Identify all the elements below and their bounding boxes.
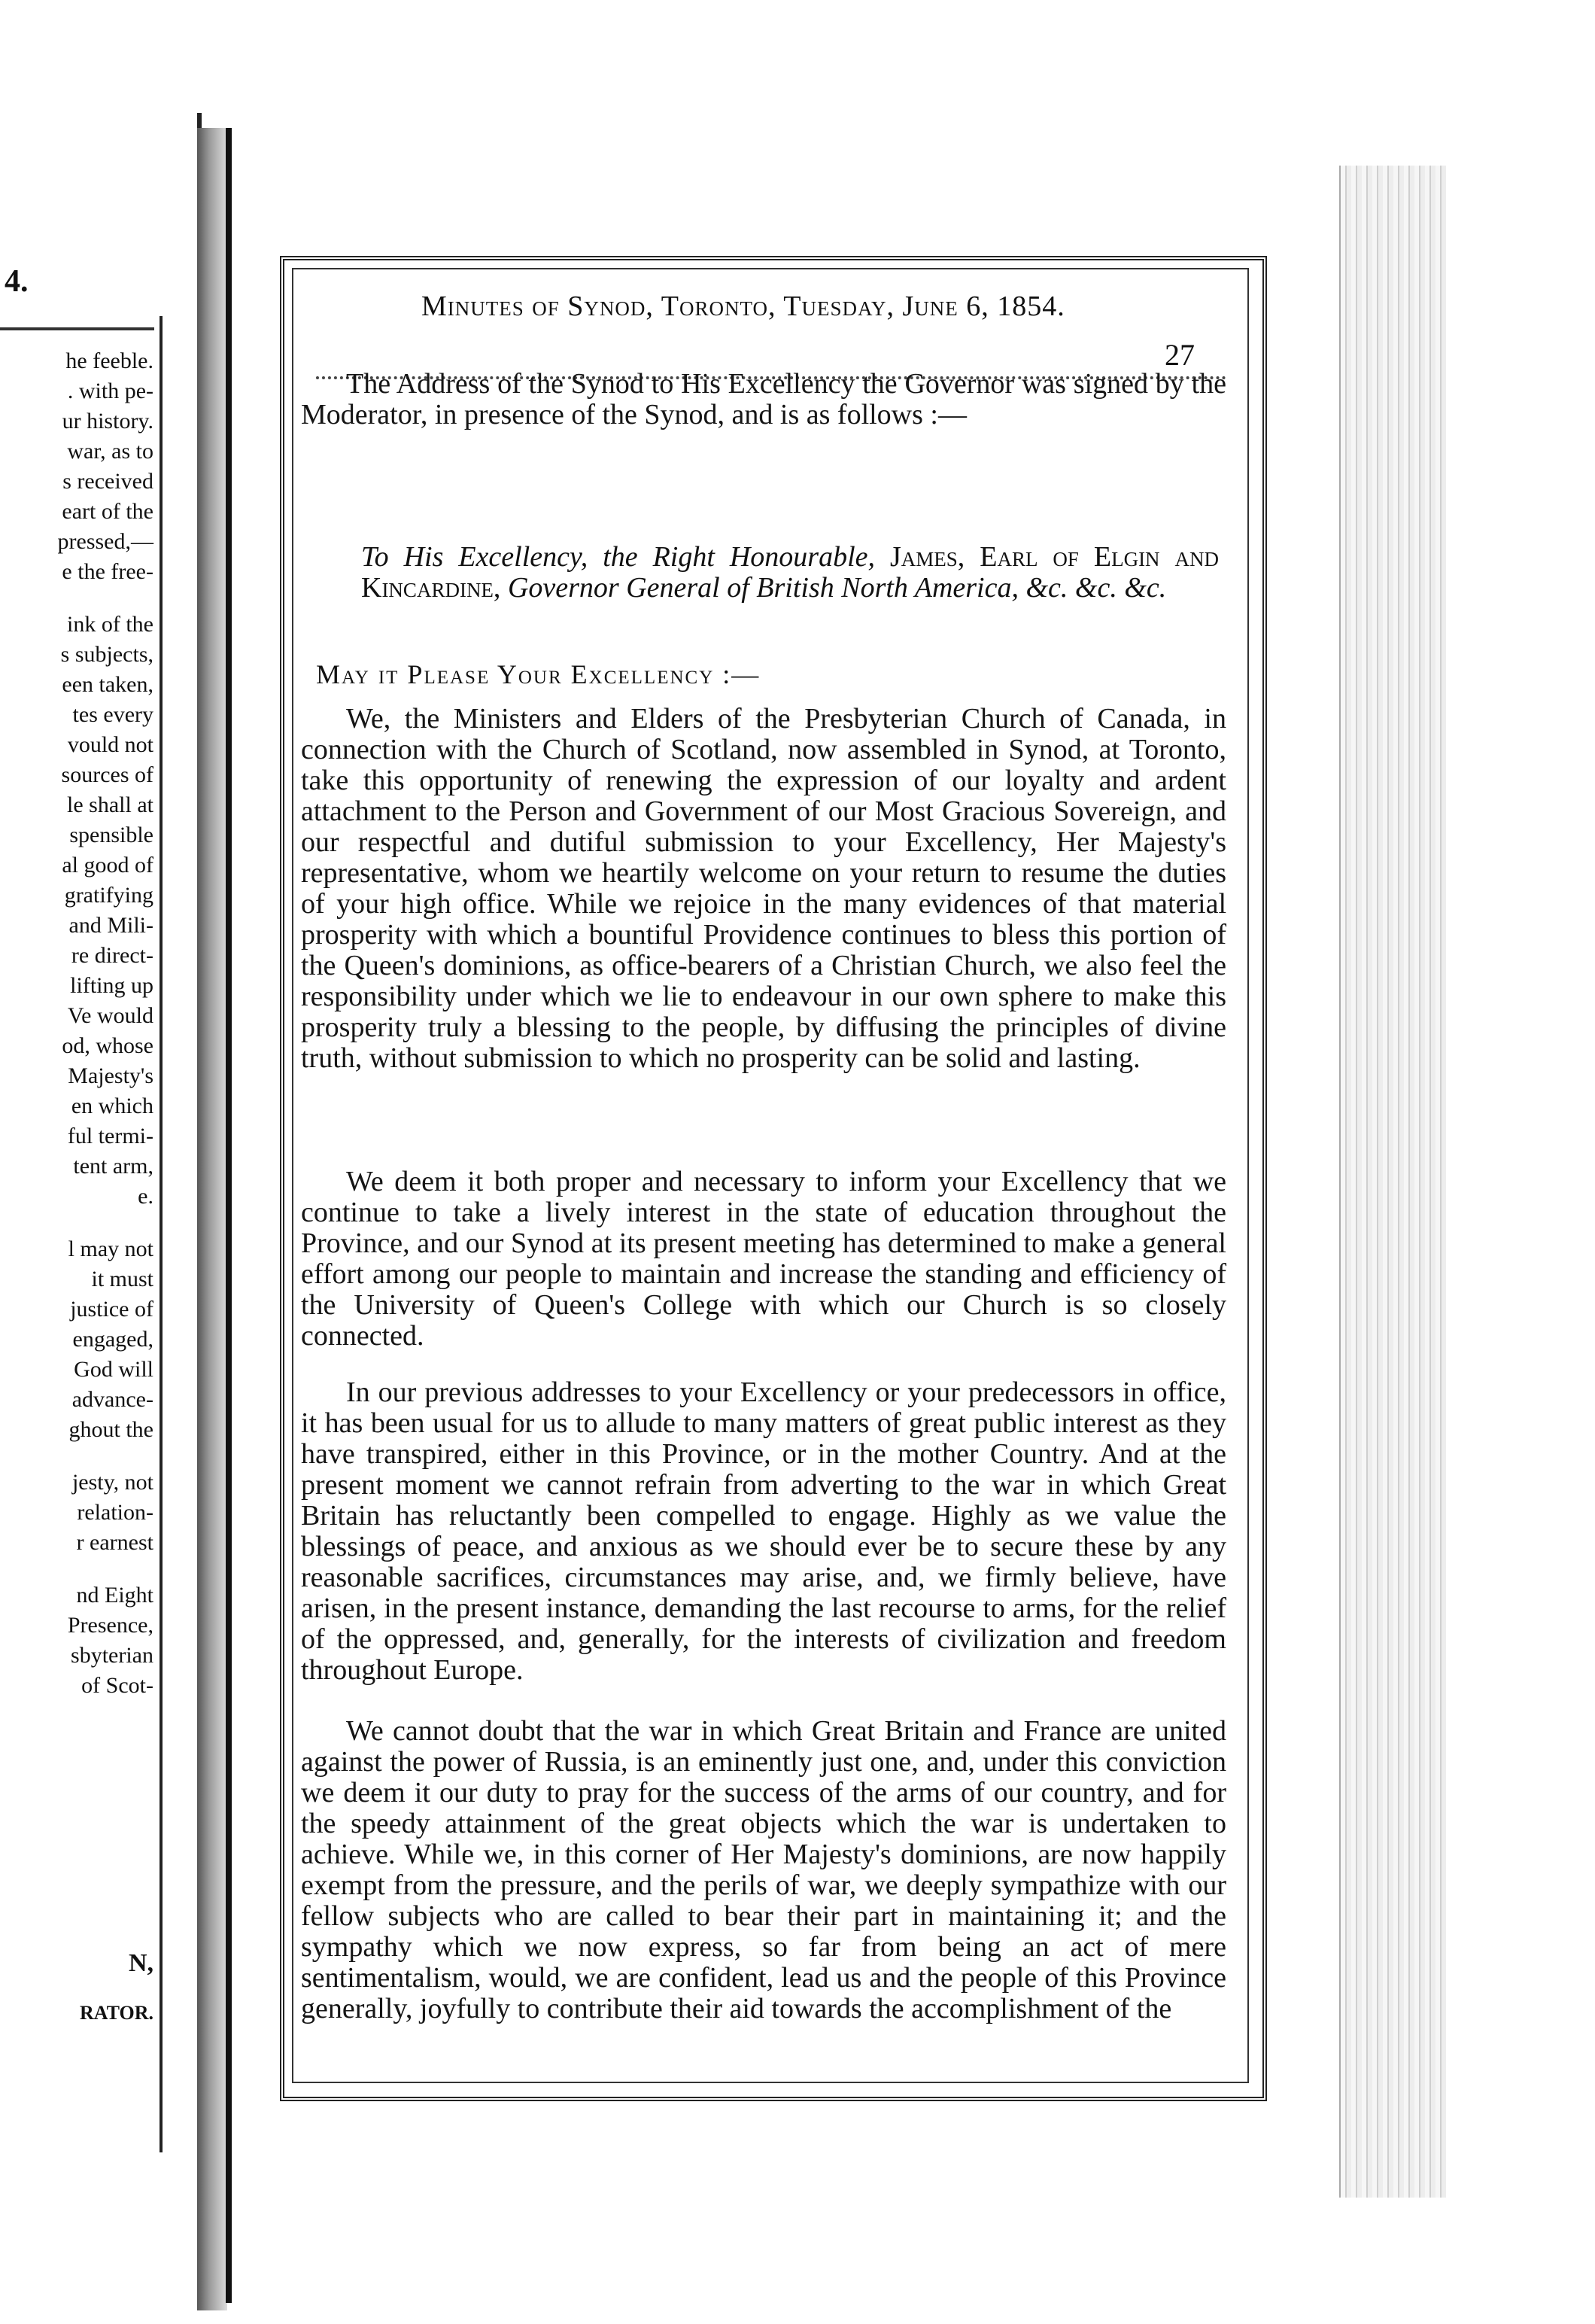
left-page-line: vould not (67, 732, 153, 757)
left-page-line: nd Eight (76, 1583, 153, 1608)
salutation: May it Please Your Excellency :— (316, 659, 761, 689)
left-page-line: justice of (70, 1297, 153, 1322)
left-page-line: e. (138, 1184, 153, 1209)
paragraph-text: We cannot doubt that the war in which Great Britain and France are united against the power of Russia, is an eminently just one, and, under this conviction we deem it our duty to pray for the success of the arms of our country, and for the speedy attainment of the great objects which the war is undertaken to achieve. While we, in this corner of Her Majesty's dominions, are now happily exempt from the pressure, and the perils of war, we deeply sympathize with our fellow subjects who are called to bear their part in maintaining it; and the sympathy which we now express, so far from being an act of mere sentimentalism, would, we are confident, lead us and the people of this Province generally, joyfully to contribute their aid towards the accomplishment of the (301, 1715, 1226, 2024)
left-page-line: engaged, (72, 1327, 153, 1352)
left-page-line: ghout the (68, 1417, 153, 1442)
left-page-line: en which (71, 1094, 153, 1118)
paragraph-text: We, the Ministers and Elders of the Presbyterian Church of Canada, in connection with the Church of Scotland, now assembled in Synod, at Toronto, take this opportunity of renewing the expression of our loyalty and ardent attachment to the Person and Government of our Most Gracious Sovereign, and our respectful and dutiful submission to your Excellency, Her Majesty's representative, whom we heartily welcome on your return to resume the duties of your high office. While we rejoice in the many evidences of that material prosperity with which a bountiful Providence continues to bless this portion of the Queen's dominions, as office-bearers of a Christian Church, we also feel the responsibility under which we lie to endeavour in our own sphere to make this prosperity truly a blessing to the people, by diffusing the principles of divine truth, without submission to which no prosperity can be solid and lasting. (301, 703, 1226, 1074)
address-paragraph-2 (301, 1167, 1226, 1352)
left-page-line: jesty, not (71, 1470, 153, 1495)
left-page-line: een taken, (62, 672, 153, 697)
left-page-line: advance- (71, 1387, 153, 1412)
left-page-line: of Scot- (81, 1673, 153, 1698)
address-to: To His Excellency, the Right Honourable, (361, 541, 876, 573)
address-name: James, Earl of Elgin and Kincardine, (361, 541, 1220, 604)
left-page-line: ink of the (67, 612, 153, 637)
intro-text: The Address of the Synod to His Excellency the Governor was signed by the Moderator, in presence of the Synod, and is as follows :— (301, 368, 1226, 430)
left-page-number: 4. (5, 264, 29, 299)
left-page-signature-title: RATOR. (80, 2002, 153, 2024)
left-page-line: Majesty's (68, 1063, 153, 1088)
left-page-line: le shall at (67, 792, 153, 817)
left-page-line: war, as to (67, 439, 153, 464)
left-page-line: ur history. (62, 409, 153, 433)
left-page-line: spensible (69, 823, 153, 847)
left-page-line: eart of the (62, 499, 153, 524)
left-page-line: it must (91, 1267, 153, 1291)
address-paragraph-3 (301, 1377, 1226, 1686)
left-page-line: s received (62, 469, 153, 494)
paragraph-text: In our previous addresses to your Excellency or your predecessors in office, it has been usual for us to allude to many matters of great public interest as they have transpired, either in this Province, or in the mother Country. And at the present moment we cannot refrain from adverting to the war in which Great Britain has reluctantly been compelled to engage. Highly as we value the blessings of peace, and anxious as we should ever be to secure these by any reasonable sacrifices, circumstances may arise, and, we firmly believe, have arisen, in the present instance, demanding the last recourse to arms, for the relief of the oppressed, and, generally, for the interests of civilization and freedom throughout Europe. (301, 1376, 1226, 1686)
left-page-line: r earnest (76, 1530, 153, 1555)
left-page-line: sources of (61, 762, 153, 787)
book-gutter (197, 128, 227, 2310)
page-number: 27 (1165, 338, 1195, 372)
left-page-line: . with pe- (67, 379, 153, 403)
left-page-line: al good of (62, 853, 153, 878)
page-edges (1339, 166, 1446, 2198)
intro-paragraph (301, 369, 1226, 430)
left-page-line: sbyterian (71, 1643, 153, 1668)
left-page-line: pressed,— (57, 529, 153, 554)
left-page-rule (0, 327, 154, 330)
left-page-line: Presence, (67, 1613, 153, 1638)
left-page-signature: N, (128, 1949, 153, 1977)
left-page-line: tent arm, (73, 1154, 153, 1179)
address-paragraph-1 (301, 704, 1226, 1074)
left-page-line: he feeble. (65, 348, 153, 373)
left-page-line: re direct- (71, 943, 153, 968)
running-head: Minutes of Synod, Toronto, Tuesday, June 6, 1854. (421, 290, 1065, 322)
left-facing-page (0, 113, 202, 2310)
left-page-line: relation- (77, 1500, 153, 1525)
left-page-line: ful termi- (67, 1124, 153, 1148)
left-page-line: lifting up (70, 973, 153, 998)
paragraph-text: We deem it both proper and necessary to inform your Excellency that we continue to take a lively interest in the state of education throughout the Province, and our Synod at its present meeting has determined to make a general effort among our people to maintain and increase the standing and efficiency of the University of Queen's College with which our Church is so closely connected. (301, 1166, 1226, 1352)
address-title: Governor General of British North America, &c. &c. &c. (507, 572, 1167, 604)
address-heading (361, 542, 1219, 604)
left-page-line: l may not (68, 1237, 153, 1261)
left-page-line: od, whose (62, 1033, 153, 1058)
left-page-line: Ve would (67, 1003, 153, 1028)
left-page-line: s subjects, (60, 642, 153, 667)
left-page-line: gratifying (64, 883, 153, 908)
address-paragraph-4 (301, 1716, 1226, 2024)
left-page-line: God will (74, 1357, 153, 1382)
left-page-line: and Mili- (68, 913, 153, 938)
left-page-line: e the free- (62, 559, 153, 584)
left-page-line: tes every (72, 702, 153, 727)
